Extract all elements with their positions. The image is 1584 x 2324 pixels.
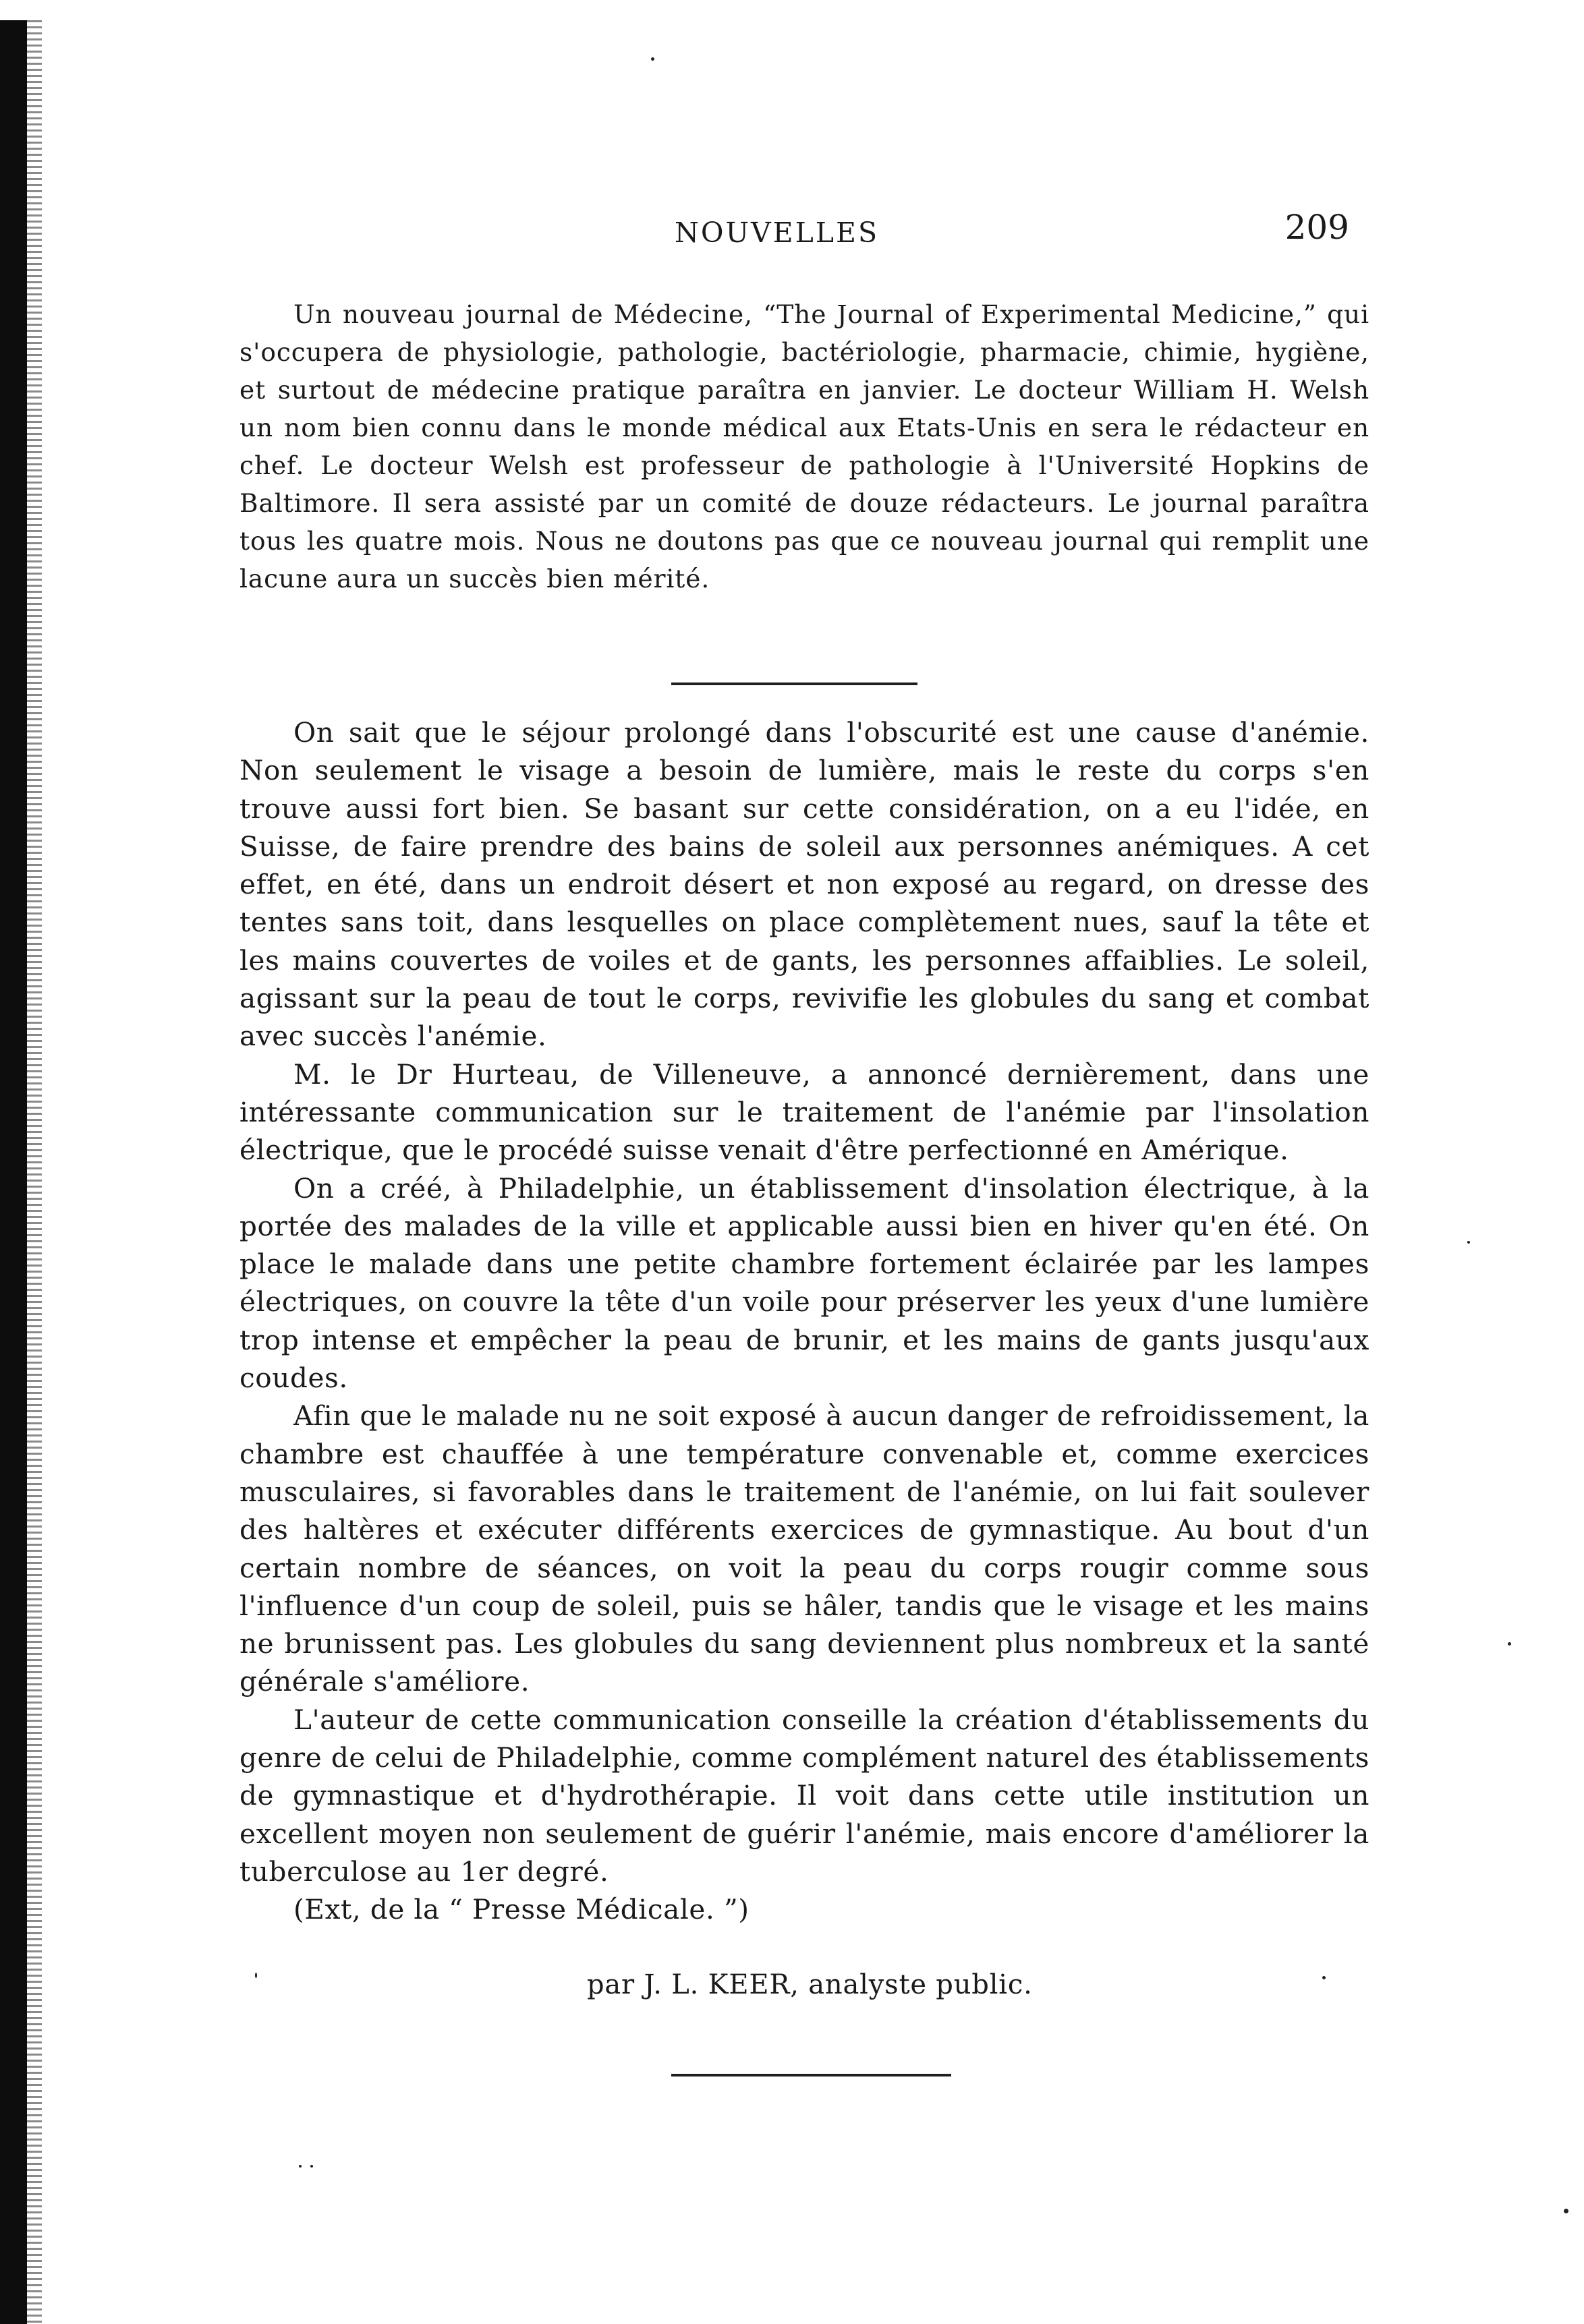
scan-speck [299, 2165, 302, 2168]
scan-speck [1564, 2209, 1568, 2213]
article-journal-announcement [239, 295, 1369, 598]
paragraph: L'auteur de cette communication conseille la création d'établissements du genre de celui de Philadelphie, comme complément naturel des établissements de gymnastique et d'hydrothérapie. Il voit dans cette utile institution un excellent moyen non seulement de guérir l'anémie, mais encore d'améliorer la tuberculose au 1er degré. [239, 1703, 1369, 1888]
binding-edge-texture [27, 20, 42, 2324]
binding-shadow [0, 20, 27, 2324]
paragraph: On a créé, à Philadelphie, un établissement d'insolation électrique, à la portée des malades de la ville et applicable aussi bien en hiver qu'en été. On place le malade dans une petite chambre fortement éclairée par les lampes électriques, on couvre la tête d'un voile pour préserver les yeux d'une lumière trop intense et empêcher la peau de brunir, et les mains de gants jusqu'aux coudes. [239, 1171, 1369, 1395]
page-number: 209 [1284, 208, 1349, 247]
article-anemia-insolation [239, 714, 1369, 1928]
scan-speck [1508, 1642, 1511, 1646]
section-divider [671, 682, 917, 685]
paragraph: Un nouveau journal de Médecine, “The Journal of Experimental Medicine,” qui s'occupera de physiologie, pathologie, bactériologie, pharmacie, chimie, hygiène, et surtout de médecine pratique paraîtra en janvier. Le docteur William H. Welsh un nom bien connu dans le monde médical aux Etats-Unis en sera le rédacteur en chef. Le docteur Welsh est professeur de pathologie à l'Université Hopkins de Baltimore. Il sera assisté par un comité de douze rédacteurs. Le journal paraîtra tous les quatre mois. Nous ne doutons pas que ce nouveau journal qui remplit une lacune aura un succès bien mérité. [239, 299, 1369, 593]
source-citation: (Ext, de la “ Presse Médicale. ”) [293, 1893, 749, 1926]
end-divider [671, 2074, 951, 2076]
running-head: NOUVELLES [675, 216, 880, 249]
scan-speck [1322, 1976, 1326, 1979]
paragraph: Afin que le malade nu ne soit exposé à aucun danger de refroidissement, la chambre est chauffée à une température convenable et, comme exercices musculaires, si favorables dans le traitement de l'anémie, on lui fait soulever des haltères et exécuter différents exercices de gymnastique. Au bout d'un certain nombre de séances, on voit la peau du corps rougir comme sous l'influence d'un coup de soleil, puis se hâler, tandis que le visage et les mains ne brunissent pas. Les globules du sang deviennent plus nombreux et la santé générale s'améliore. [239, 1399, 1369, 1698]
scan-speck [651, 57, 654, 61]
paragraph: On sait que le séjour prolongé dans l'obscurité est une cause d'anémie. Non seulement le visage a besoin de lumière, mais le reste du corps s'en trouve aussi fort bien. Se basant sur cette considération, on a eu l'idée, en Suisse, de faire prendre des bains de soleil aux personnes anémiques. A cet effet, en été, dans un endroit désert et non exposé au regard, on dresse des tentes sans toit, dans lesquelles on place complètement nues, sauf la tête et les mains couvertes de voiles et de gants, les personnes affaiblies. Le soleil, agissant sur la peau de tout le corps, revivifie les globules du sang et combat avec succès l'anémie. [239, 716, 1369, 1053]
scan-speck [1467, 1241, 1470, 1244]
paragraph: M. le Dr Hurteau, de Villeneuve, a annoncé dernièrement, dans une intéressante communication sur le traitement de l'anémie par l'insolation électrique, que le procédé suisse venait d'être perfectionné en Amérique. [239, 1057, 1369, 1167]
author-byline: par J. L. KEER, analyste public. [587, 1969, 1033, 2000]
scan-speck [310, 2165, 313, 2168]
scan-speck [255, 1973, 257, 1978]
page-header [243, 208, 1349, 253]
